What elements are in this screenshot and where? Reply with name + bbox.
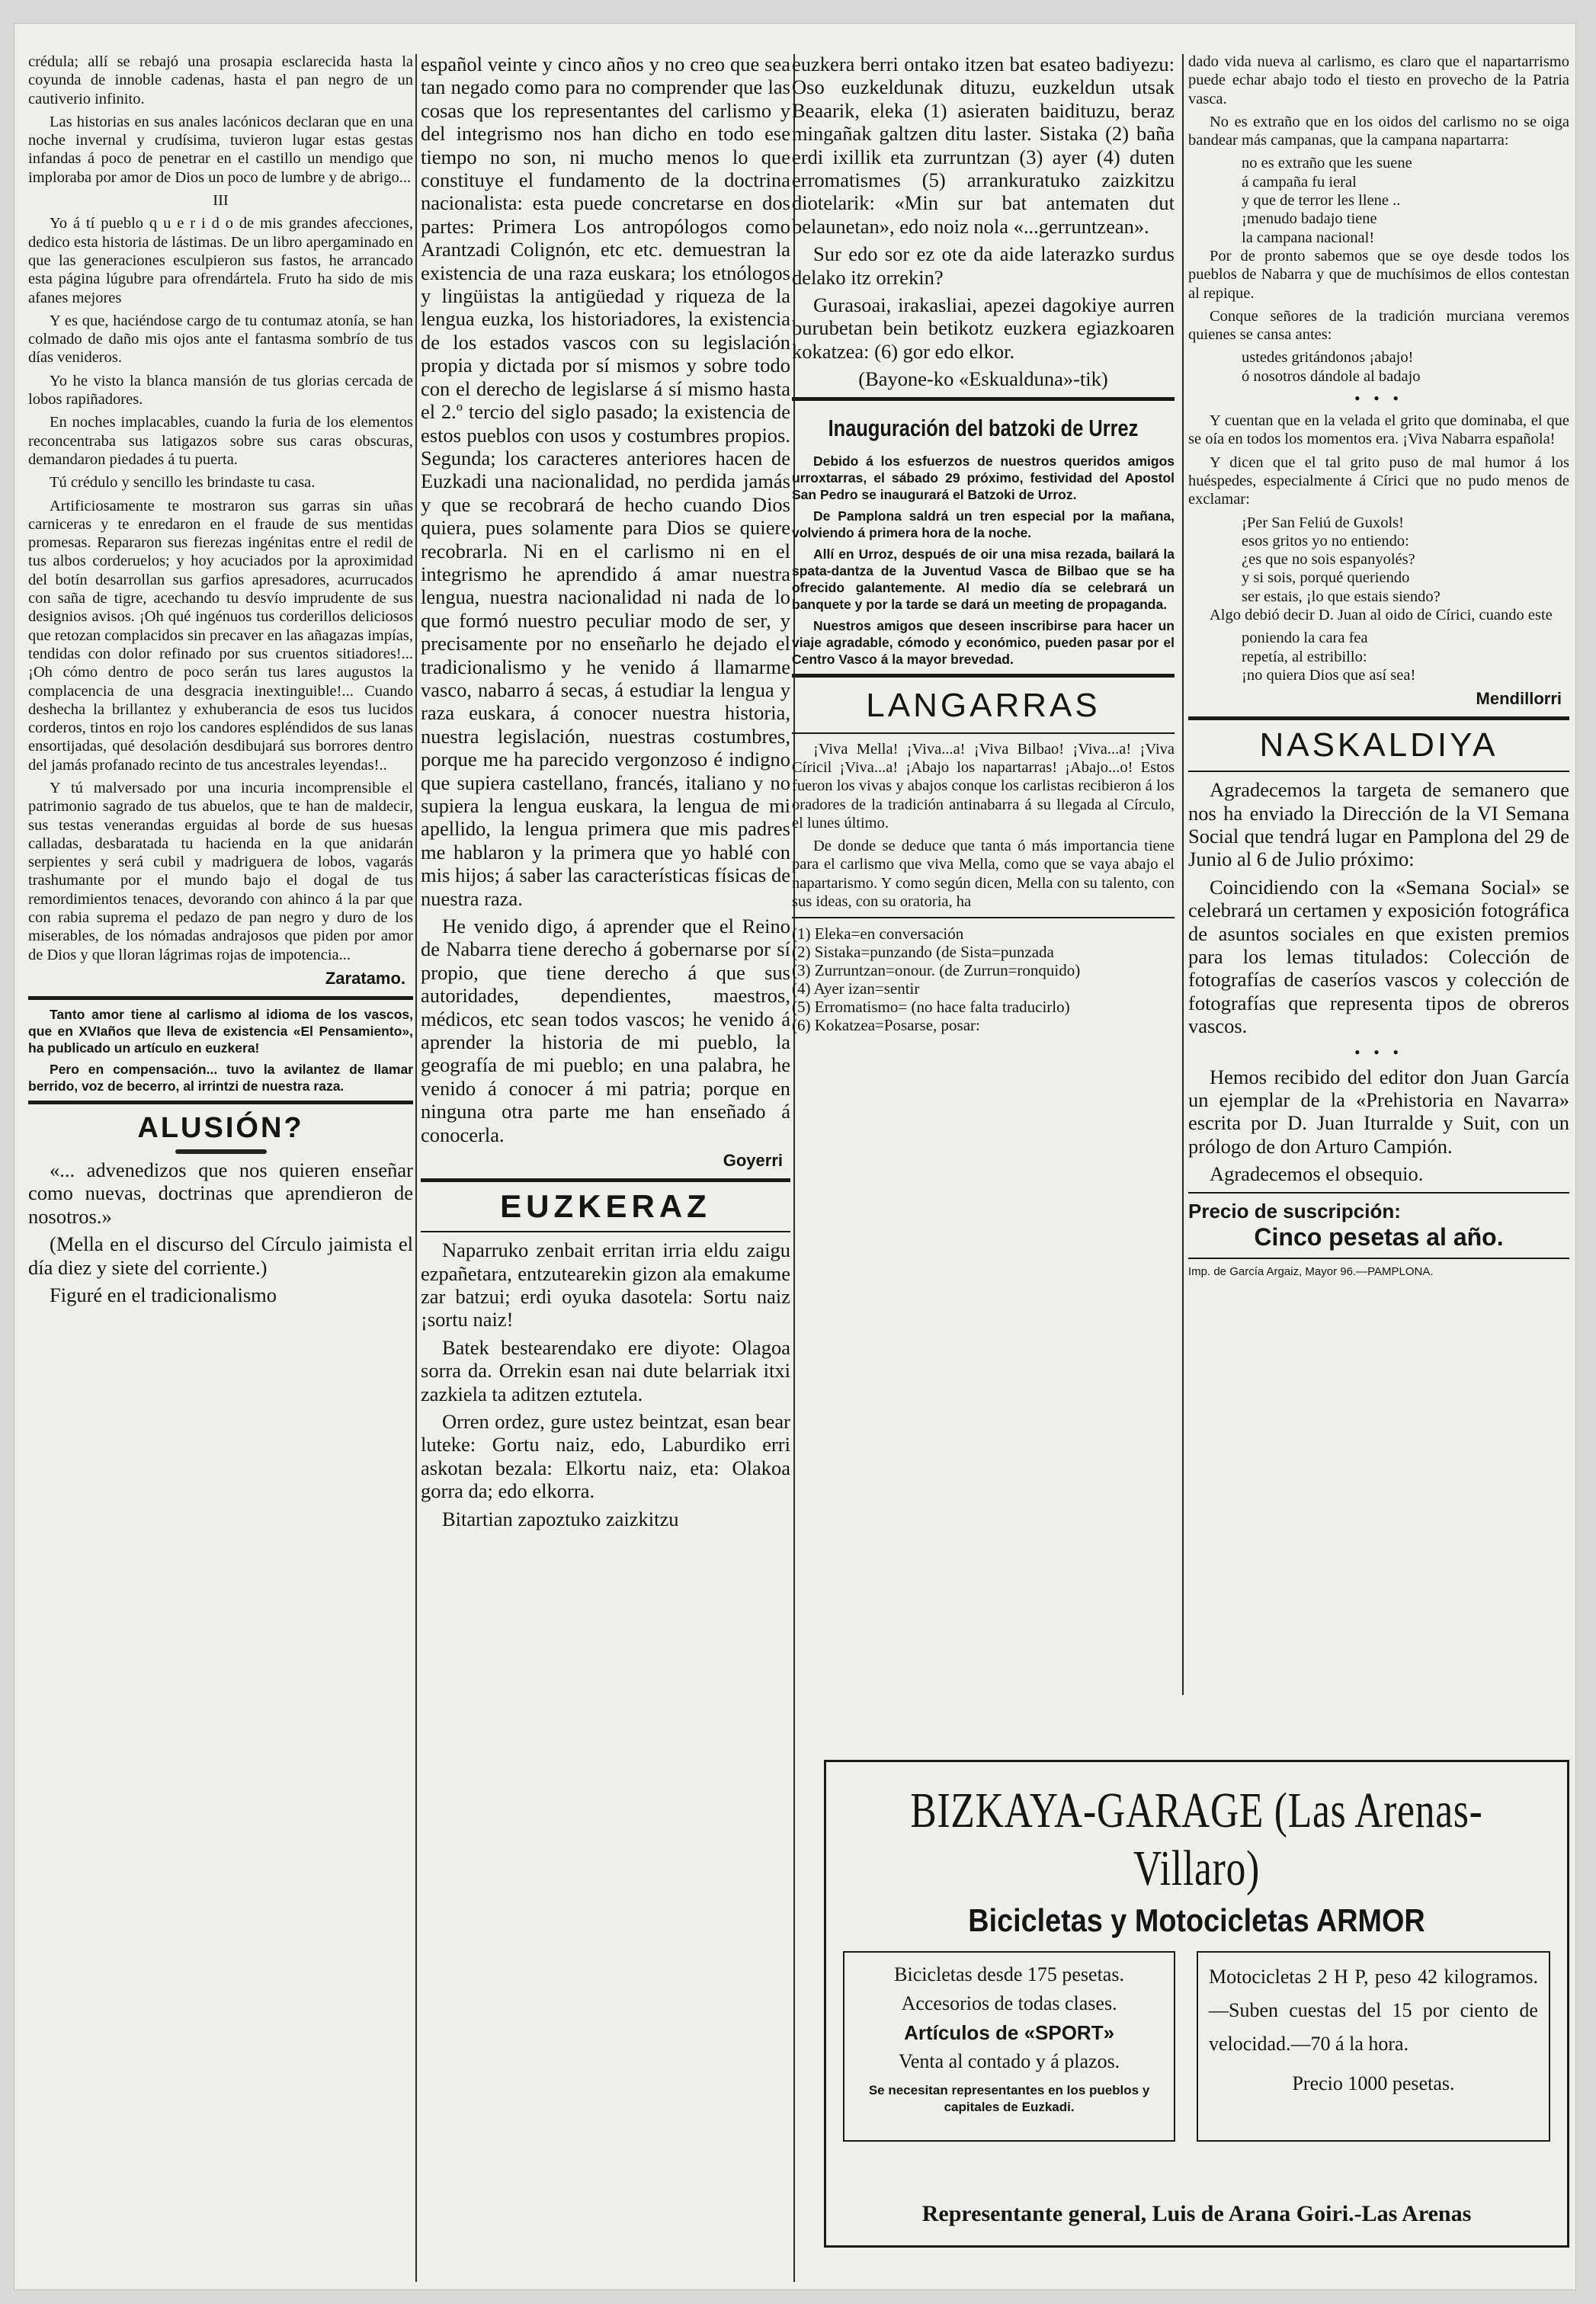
column-2: [421, 53, 790, 2276]
divider: [28, 996, 413, 1000]
footnote: (3) Zurruntzan=onour. (de Zurrun=ronquido): [792, 961, 1081, 980]
paragraph: Conque señores de la tradición murciana veremos quienes se cansa antes:: [1188, 307, 1569, 344]
ad-bicycles-box: [843, 1951, 1175, 2142]
note: Allí en Urroz, después de oir una misa rezada, bailará la spata-dantza de la Juventud Vasca de Bilbao que se ha ofrecido galantemente. Al medio día se celebrará un banquete y por la tarde se dará un meeting de propaganda.: [792, 546, 1175, 612]
source-credit: (Bayone-ko «Eskualduna»-tik): [858, 367, 1108, 391]
ad-text: Motocicletas 2 H P, peso 42 kilogramos.—Suben cuestas del 15 por ciento de velocidad.—70 á la hora.: [1208, 1966, 1538, 2055]
paragraph: No es extraño que en los oidos del carlismo no se oiga bandear más campanas, que la campana napartarra:: [1188, 113, 1569, 149]
subscription-price: Cinco pesetas al año.: [1254, 1222, 1504, 1251]
note: Pero en compensación... tuvo la avilantez de llamar berrido, voz de becerro, al irrintzi de nuestra raza.: [28, 1061, 413, 1094]
column-1: [28, 53, 413, 2276]
verse-line: y si sois, porqué queriendo: [1242, 569, 1410, 587]
paragraph: Agradecemos la targeta de semanero que nos ha enviado la Dirección de la VI Semana Social que tendrá lugar en Pamplona del 29 de Junio al 6 de Julio próximo:: [1188, 778, 1569, 871]
paragraph: Yo he visto la blanca mansión de tus glorias cercada de lobos rapiñadores.: [28, 372, 413, 409]
column-divider: [415, 54, 417, 2282]
paragraph: Y cuentan que en la velada el grito que dominaba, el que se oía en todos los momentos era. ¡Viva Nabarra española!: [1188, 412, 1569, 448]
paragraph: ¡Viva Mella! ¡Viva...a! ¡Viva Bilbao! ¡Viva...a! ¡Viva Círicil ¡Viva...a! ¡Abajo los napartarras! ¡Abajo...o! Estos fueron los vivas y abajos conque los carlistas recibieron á los oradores de la tradición antinabarra á su llegada al Círculo, el lunes último.: [792, 740, 1175, 832]
divider: [792, 674, 1175, 678]
divider: [792, 397, 1175, 401]
note: Debido á los esfuerzos de nuestros queridos amigos urroxtarras, el sábado 29 próximo, festividad del Apostol San Pedro se inaugurará el Batzoki de Urroz.: [792, 453, 1175, 502]
column-4: [1188, 53, 1569, 1710]
column-3: [792, 53, 1175, 1756]
divider: [1188, 771, 1569, 772]
paragraph: Artificiosamente te mostraron sus garras sin uñas carniceras y te enredaron en el fraude de sus mentidas promesas. Repararon sus fierezas ingénitas entre el redil de tus albos corderuelos; y hoy acuciados por la aproximidad del botín desarrollan sus garfios apresadores, acurrucados con saña de tigre, acechando tu desvío imprudente de sus designios avisos. ¡Oh qué ingénuos tus corderillos deliciosos que retozan complacidos sin precaver en las añagazas impías, tendidas con dolor refinado por sus cruentos sitiadores!... ¡Oh cómo dentro de poco serán tus lares augustos la complacencia de una desgracia inextinguible!... Cuando deshecha la brillantez y exhuberancia de esos tus lucidos corderos, tintos en rojo los candores espléndidos de sus lanas ensortijadas, qué desolación desdibujará sus borrores dentro del jamás profanado recinto de tus ancestrales leyendas!..: [28, 497, 413, 774]
verse-line: repetía, al estribillo:: [1242, 648, 1367, 665]
verse-line: ¡Per San Feliú de Guxols!: [1242, 514, 1404, 531]
ad-line: Venta al contado y á plazos.: [898, 2050, 1120, 2072]
paragraph: Algo debió decir D. Juan al oido de Círici, cuando este: [1210, 607, 1553, 624]
ad-subtitle: Bicicletas y Motocicletas ARMOR: [968, 1902, 1425, 1938]
verse-line: ¡menudo badajo tiene: [1242, 210, 1377, 228]
paragraph: Las historias en sus anales lacónicos declaran que en una noche invernal y crudísima, tuvieron lugar estas gestas infandas á poco de penetrar en el castillo un mendigo que imploraba por amor de Dios un poco de lumbre y de abrigo...: [28, 113, 413, 186]
paragraph: Orren ordez, gure ustez beintzat, esan bear luteke: Gortu naiz, edo, Laburdiko erri askotan bezala: Elkortu naiz, eta: Olakoa gorra da; edo elkorra.: [421, 1409, 790, 1503]
ad-line: Bicicletas desde 175 pesetas.: [894, 1963, 1124, 1985]
paragraph: «... advenedizos que nos quieren enseñar como nuevas, doctrinas que aprendieron de nosotros.»: [28, 1158, 413, 1228]
paragraph: De donde se deduce que tanta ó más importancia tiene para el carlismo que viva Mella, como que se vaya abajo el napartarismo. Y como según dicen, Mella con su talento, con sus ideas, con su oratoria, ha: [792, 838, 1175, 911]
paragraph: Por de pronto sabemos que se oye desde todos los pueblos de Nabarra y que de muchísimos de ellos contestan al repique.: [1188, 247, 1569, 302]
section-title-naskaldiya: NASKALDIYA: [1259, 726, 1498, 764]
divider: [421, 1231, 790, 1232]
paragraph: Y dicen que el tal grito puso de mal humor á los huéspedes, especialmente á Círici que no pudo menos de exclamar:: [1188, 453, 1569, 508]
paragraph: Y es que, haciéndose cargo de tu contumaz atonía, se han colmado de daño mis ojos ante el fantasma sombrío de tus días venideros.: [28, 312, 413, 367]
paragraph: Sur edo sor ez ote da aide laterazko surdus delako itz orrekin?: [792, 242, 1175, 289]
divider: [792, 917, 1175, 918]
note: Tanto amor tiene al carlismo al idioma de los vascos, que en XVIaños que lleva de existencia «El Pensamiento», ha publicado un artículo en euzkera!: [28, 1006, 413, 1056]
verse: [1188, 348, 1569, 386]
footnote: (2) Sistaka=punzando (de Sista=punzada: [792, 943, 1054, 962]
ad-motorcycles-box: [1197, 1951, 1550, 2142]
verse: [1188, 154, 1569, 246]
paragraph: euzkera berri ontako itzen bat esateo badiyezu: Oso euzkeldunak dituzu, euzkeldun utsak Beaarik, eleka (1) asieraten baidituzu, beraz mingañak galtzen ditu laster. Sistaka (2) baña erdi ixillik eta zurruntzan (3) ayer (4) duten erromatismes (5) arrankuratuko zaizkitzu diotelarik: «Min sur bat antematen dut belaunetan», edo noiz nola «...gerruntzean».: [792, 53, 1175, 238]
paragraph: dado vida nueva al carlismo, es claro que el napartarrismo puede echar abajo todo el tiesto en provecho de la Patria vasca.: [1188, 53, 1569, 107]
paragraph: Bitartian zapoztuko zaizkitzu: [442, 1507, 679, 1530]
section-title-inauguracion: Inauguración del batzoki de Urrez: [828, 414, 1139, 441]
divider: [1188, 716, 1569, 720]
imprint: Imp. de García Argaiz, Mayor 96.—PAMPLONA.: [1188, 1264, 1434, 1278]
subscription-label: Precio de suscripción:: [1188, 1199, 1401, 1222]
signature: Mendillorri: [1476, 689, 1562, 709]
verse-line: poniendo la cara fea: [1242, 630, 1368, 647]
ornament: • • •: [1354, 389, 1404, 409]
ad-line: Accesorios de todas clases.: [901, 1992, 1117, 2014]
verse-line: ¡no quiera Dios que así sea!: [1242, 666, 1416, 684]
footnote: (6) Kokatzea=Posarse, posar:: [792, 1016, 980, 1035]
ad-line: Artículos de «SPORT»: [904, 2021, 1115, 2044]
divider: [421, 1178, 790, 1182]
section-numeral: III: [213, 192, 229, 210]
verse-line: ¿es que no sois espanyolés?: [1242, 551, 1415, 569]
verse-line: y que de terror les llene ..: [1242, 192, 1401, 210]
paragraph: Y tú malversado por una incuria incomprensible el patrimonio sagrado de tus abuelos, que te han de maldecir, sus testas venerandas erguidas al borde de sus huesas calladas, desbaratada tu hacienda en la que anidarán serpientes y será cubil y madriguera de lobos, vagarás trashumante por el mundo bajo el dogal de tus remordimientos tenaces, devorando con ahinco á la par que con rabia suprema el pedazo de pan negro y duro de los miserables, de los nómadas andrajosos que piden por amor de Dios y que lloran lágrimas rojas de impotencia...: [28, 779, 413, 963]
verse: [1188, 629, 1569, 684]
ad-title: BIZKAYA-GARAGE (Las Arenas-Villaro): [910, 1783, 1483, 1896]
note: De Pamplona saldrá un tren especial por la mañana, volviendo á primera hora de la noche.: [792, 508, 1175, 540]
note: Nuestros amigos que deseen inscribirse para hacer un viaje agradable, cómodo y económico, pueden pasar por el Centro Vasco á la mayor brevedad.: [792, 617, 1175, 667]
section-title-langarras: LANGARRAS: [866, 686, 1101, 724]
paragraph: Batek bestearendako ere diyote: Olagoa sorra da. Orrekin esan nai dute belarriak itxi zazkiela ta aditzen eztutela.: [421, 1335, 790, 1405]
paragraph: Agradecemos el obsequio.: [1210, 1162, 1424, 1186]
verse-line: ser estais, ¡lo que estais siendo?: [1242, 588, 1441, 605]
footnote: (5) Erromatismo= (no hace falta traducirlo): [792, 998, 1070, 1017]
paragraph: Naparruko zenbait erritan irria eldu zaigu ezpañetara, entzutearekin gizon ala emakume zar batzui; erdi oyuka dasotela: Sortu naiz ¡sortu naiz!: [421, 1239, 790, 1331]
signature: Zaratamo.: [325, 968, 405, 988]
paragraph: Hemos recibido del editor don Juan García un ejemplar de la «Prehistoria en Navarra» escrita por D. Juan Iturralde y Suit, con un prólogo de don Arturo Campión.: [1188, 1065, 1569, 1158]
paragraph: En noches implacables, cuando la furia de los elementos reconcentraba sus latigazos sobre sus caras obscuras, demandaron piedades á tu puerta.: [28, 414, 413, 468]
footnote: (1) Eleka=en conversación: [792, 924, 964, 944]
ad-note: Se necesitan representantes en los pueblos y capitales de Euzkadi.: [868, 2083, 1150, 2114]
section-title-alusion: ALUSIÓN?: [137, 1111, 304, 1144]
verse: [1188, 514, 1569, 606]
divider: [792, 732, 1175, 734]
advertisement-bizkaya-garage: [824, 1760, 1569, 2248]
verse-line: la campana nacional!: [1242, 229, 1375, 246]
newspaper-page: [14, 23, 1576, 2290]
paragraph: Gurasoai, irakasliai, apezei dagokiye aurren burubetan bein betikotz euzkera egiazkoaren kokatzea: (6) gor edo elkor.: [792, 293, 1175, 363]
ad-body: [843, 1951, 1550, 2142]
verse-line: esos gritos yo no entiendo:: [1242, 532, 1409, 550]
divider: [1188, 1192, 1569, 1194]
ornament: • • •: [1354, 1042, 1404, 1062]
section-title-euzkeraz: EUZKERAZ: [500, 1188, 711, 1225]
verse-line: ustedes gritándonos ¡abajo!: [1242, 349, 1414, 367]
signature: Goyerri: [723, 1151, 783, 1171]
ad-price: Precio 1000 pesetas.: [1292, 2072, 1455, 2094]
verse-line: á campaña fu ieral: [1242, 173, 1357, 191]
paragraph: Tú crédulo y sencillo les brindaste tu casa.: [50, 474, 316, 492]
paragraph: (Mella en el discurso del Círculo jaimista el día diez y siete del corriente.): [28, 1232, 413, 1279]
divider: [1188, 1258, 1569, 1259]
paragraph: He venido digo, á aprender que el Reino de Nabarra tiene derecho á gobernarse por sí propio, que tiene derecho á que sus autoridades, dependientes, maestros, médicos, etc sean todos vascos; he venido á aprender la historia de mi pueblo, la geografía de mi pueblo; en una palabra, he venido á conocer á mi patria; porque en ninguna otra parte me han enseñado á conocerla.: [421, 915, 790, 1146]
paragraph: Figuré en el tradicionalismo: [50, 1283, 277, 1306]
verse-line: ó nosotros dándole al badajo: [1242, 367, 1421, 385]
ad-footer: Representante general, Luis de Arana Goiri.-Las Arenas: [921, 2201, 1472, 2226]
divider: [28, 1101, 413, 1104]
paragraph: crédula; allí se rebajó una prosapia esclarecida hasta la coyunda de innoble cadenas, hasta el pan negro de un cautiverio infinito.: [28, 53, 413, 107]
ornament: [175, 1149, 267, 1154]
footnote: (4) Ayer izan=sentir: [792, 979, 920, 998]
paragraph: Yo á tí pueblo q u e r i d o de mis grandes afecciones, dedico esta historia de lástimas. De un libro apergaminado en que las generaciones esculpieron sus fastos, he arrancado esta página lúgubre para ofrendártela. Fruto ha sido de mis afanes mejores: [28, 215, 413, 306]
paragraph: español veinte y cinco años y no creo que sea tan negado como para no comprender que las cosas que los representantes del carlismo y del integrismo nos han dicho en todo ese tiempo no son, ni mucho menos lo que constituye el fundamento de la doctrina nacionalista: esta puede concretarse en dos partes: Primera Los antropólogos como Arantzadi Colignón, etc etc. demuestran la existencia de una raza euskara; los etnólogos y lingüistas la antigüedad y riqueza de la lengua euzka, los historiadores, la existencia de los estados vascos con su legislación propia y dictada por sí mismos y sobre todo con el derecho de legislarse á sí mismo hasta el 2.º tercio del siglo pasado; la existencia de estos pueblos con usos y costumbres propios. Segunda; los caracteres anteriores hacen de Euzkadi una nacionalidad, no perdida jamás y que se recobrará de hecho cuando Dios quiera, pues solamente para Dios se quiere recobrarla. Ni en el carlismo ni en el integrismo he aprendido á amar nuestra lengua, nuestra nacionalidad ni nada de lo que formó nuestro peculiar modo de ser, y precisamente por no enseñarlo he dejado el tradicionalismo y he venido á llamarme vasco, nabarro á secas, á estudiar la lengua y raza euskara, á conocer nuestra historia, nuestra legislación, nuestras costumbres, porque me ha parecido vergonzoso é indigno que supiera castellano, francés, italiano y no supiera la lengua euskara, la lengua de mi apellido, la lengua primera que mis padres me hablaron y la primera que yo hablé con mis hijos; á saber las características físicas de nuestra raza.: [421, 53, 790, 910]
verse-line: no es extraño que les suene: [1242, 155, 1412, 172]
column-divider: [1182, 54, 1184, 1695]
footnotes: [792, 924, 1175, 1034]
paragraph: Coincidiendo con la «Semana Social» se celebrará un certamen y exposición fotográfica de asuntos sociales en que existen premios para los lemas titulados: Colección de fotografías de caseríos vascos y colección de fotografías que representa tipos de obreros vascos.: [1188, 875, 1569, 1038]
